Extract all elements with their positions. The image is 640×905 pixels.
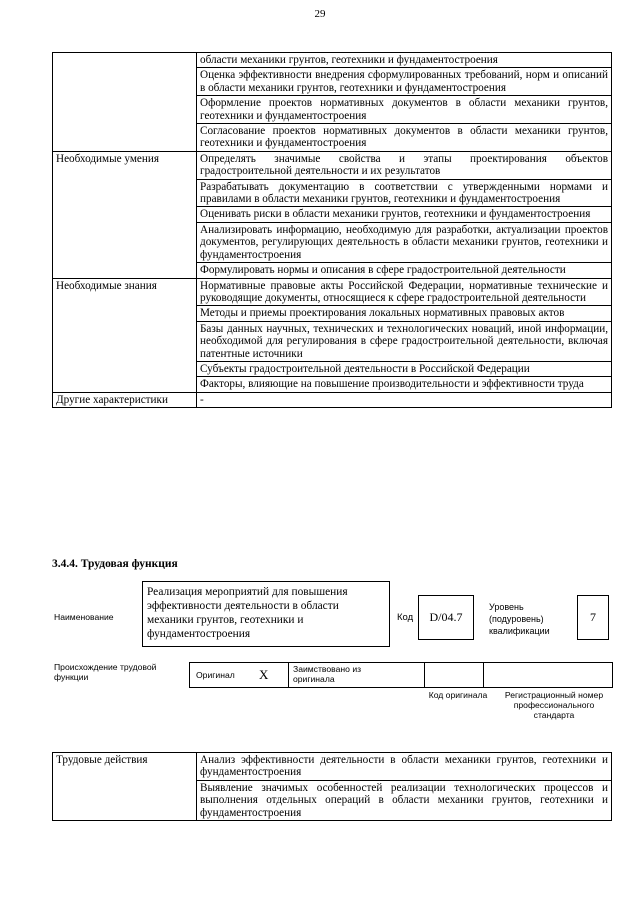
row-label-skills: Необходимые умения	[53, 151, 197, 278]
function-name: Реализация мероприятий для повышения эффективности деятельности в области механики грунтов, геотехники и фундаментостроения	[147, 586, 348, 640]
table-cell: Субъекты градостроительной деятельности в Российской Федерации	[197, 361, 612, 376]
origin-divider	[288, 662, 289, 688]
original-mark: X	[259, 667, 269, 682]
code-value: D/04.7	[429, 610, 463, 624]
origin-divider	[483, 662, 484, 688]
table-row	[53, 392, 612, 407]
table-row	[53, 151, 612, 179]
level-label: Уровень (подуровень) квалификации	[489, 602, 550, 636]
table-row	[53, 278, 612, 306]
code-original-caption: Код оригинала	[428, 690, 488, 700]
table-cell: Формулировать нормы и описания в сфере градостроительной деятельности	[197, 263, 612, 278]
table-cell: Анализировать информацию, необходимую для разработки, актуализации проектов документов, регулирующих деятельность в области механики грунтов, геотехники и фундаментостроения	[197, 222, 612, 262]
table-cell: Согласование проектов нормативных документов в области механики грунтов, геотехники и фундаментостроения	[197, 124, 612, 152]
table-row	[53, 53, 612, 68]
table-cell: Выявление значимых особенностей реализации технологических процессов и выполнения отдельных операций в области механики грунтов, геотехники и фундаментостроения	[197, 780, 612, 820]
section-title: 3.4.4. Трудовая функция	[52, 558, 178, 570]
name-label: Наименование	[54, 612, 114, 622]
level-box	[577, 595, 609, 640]
table-cell: области механики грунтов, геотехники и фундаментостроения	[197, 53, 612, 68]
table-cell: Оформление проектов нормативных документов в области механики грунтов, геотехники и фундаментостроения	[197, 96, 612, 124]
row-label-actions: Трудовые действия	[53, 753, 197, 821]
table-cell: Анализ эффективности деятельности в области механики грунтов, геотехники и фундаментостроения	[197, 753, 612, 781]
requirements-table	[52, 52, 612, 408]
table-cell: Определять значимые свойства и этапы проектирования объектов градостроительной деятельности и их результатов	[197, 151, 612, 179]
function-name-box	[142, 581, 390, 647]
origin-box	[189, 662, 613, 688]
row-label-knowledge: Необходимые знания	[53, 278, 197, 392]
origin-label: Происхождение трудовой функции	[54, 662, 157, 682]
table-row	[53, 753, 612, 781]
table-cell: Базы данных научных, технических и технологических новаций, иной информации, необходимой для регулирования в сфере градостроительной деятельности, включая патентные источники	[197, 321, 612, 361]
code-box	[418, 595, 474, 640]
table-cell: Факторы, влияющие на повышение производительности и эффективности труда	[197, 377, 612, 392]
table-cell: Методы и приемы проектирования локальных нормативных правовых актов	[197, 306, 612, 321]
row-label	[53, 53, 197, 152]
origin-divider	[424, 662, 425, 688]
table-cell: Оценивать риски в области механики грунтов, геотехники и фундаментостроения	[197, 207, 612, 222]
labor-actions-table	[52, 752, 612, 821]
table-cell: -	[197, 392, 612, 407]
row-label-other: Другие характеристики	[53, 392, 197, 407]
table-cell: Нормативные правовые акты Российской Федерации, нормативные технические и руководящие документы, относящиеся к сфере градостроительной деятельности	[197, 278, 612, 306]
original-label: Оригинал	[196, 670, 235, 680]
table-cell: Оценка эффективности внедрения сформулированных требований, норм и описаний в области механики грунтов, геотехники и фундаментостроения	[197, 68, 612, 96]
code-label: Код	[397, 612, 414, 623]
borrowed-label: Заимствовано из оригинала	[293, 664, 362, 684]
table-cell: Разрабатывать документацию в соответствии с утвержденными нормами и правилами в области механики грунтов, геотехники и фундаментостроения	[197, 179, 612, 207]
level-value: 7	[590, 610, 596, 624]
registration-caption: Регистрационный номер профессионального стандарта	[504, 690, 604, 720]
page-number: 29	[314, 8, 326, 20]
